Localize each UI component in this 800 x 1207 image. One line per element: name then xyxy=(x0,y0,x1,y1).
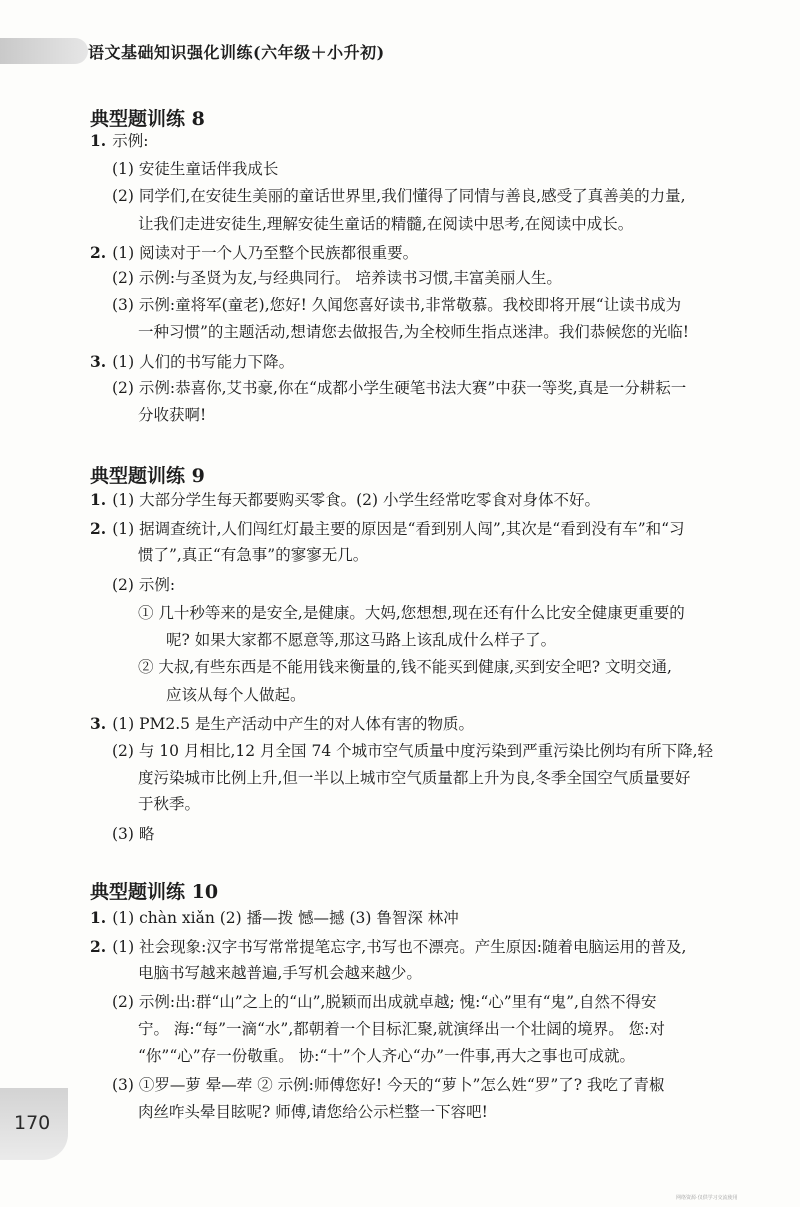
answer-line: (2) 与 10 月相比,12 月全国 74 个城市空气质量中度污染到严重污染比例均有所下降,轻 xyxy=(112,742,714,760)
header-band xyxy=(0,38,88,64)
section-title: 典型题训练 8 xyxy=(90,108,205,130)
question-number: 1. xyxy=(90,908,107,927)
answer-text: 示例: xyxy=(112,132,149,150)
answer-line: 分收获啊! xyxy=(138,406,207,424)
question-number: 3. xyxy=(90,714,107,733)
answer-text: (1) 社会现象:汉字书写常常提笔忘字,书写也不漂亮。产生原因:随着电脑运用的普及, xyxy=(112,938,687,956)
answer-line: ② 大叔,有些东西是不能用钱来衡量的,钱不能买到健康,买到安全吧? 文明交通, xyxy=(138,658,672,676)
answer-line: 让我们走进安徒生,理解安徒生童话的精髓,在阅读中思考,在阅读中成长。 xyxy=(138,215,634,233)
watermark-text: 网络资源·仅供学习交流使用 xyxy=(676,1195,738,1201)
answer-text: (1) 大部分学生每天都要购买零食。(2) 小学生经常吃零食对身体不好。 xyxy=(112,491,600,509)
answer-line xyxy=(90,910,459,927)
answer-line: 宁。 海:“每”一滴“水”,都朝着一个目标汇聚,就演绎出一个壮阔的境界。 您:对 xyxy=(138,1020,665,1038)
answer-line: (2) 示例: xyxy=(112,576,176,594)
answer-text: (1) 人们的书写能力下降。 xyxy=(112,353,295,371)
answer-line: 呢? 如果大家都不愿意等,那这马路上该乱成什么样子了。 xyxy=(166,631,557,649)
answer-line xyxy=(90,492,600,509)
answer-line: (3) ①罗—萝 晕—荦 ② 示例:师傅您好! 今天的“萝卜”怎么姓“罗”了? 我吃了青椒 xyxy=(112,1076,665,1094)
answer-text: (1) 据调查统计,人们闯红灯最主要的原因是“看到别人闯”,其次是“看到没有车”和“习 xyxy=(112,520,685,538)
answer-line xyxy=(90,521,685,538)
answer-line: (2) 示例:与圣贤为友,与经典同行。 培养读书习惯,丰富美丽人生。 xyxy=(112,269,562,287)
question-number: 2. xyxy=(90,519,107,538)
question-number: 1. xyxy=(90,131,107,150)
answer-line xyxy=(90,716,474,733)
answer-line: (1) 安徒生童话伴我成长 xyxy=(112,160,279,178)
answer-line: (3) 示例:童将军(童老),您好! 久闻您喜好读书,非常敬慕。我校即将开展“让读书成为 xyxy=(112,296,682,314)
answer-line: 应该从每个人做起。 xyxy=(166,686,306,704)
answer-line: (2) 同学们,在安徒生美丽的童话世界里,我们懂得了同情与善良,感受了真善美的力量, xyxy=(112,187,686,205)
answer-line: 肉丝咋头晕目眩呢? 师傅,请您给公示栏整一下容吧! xyxy=(138,1103,488,1121)
answer-text: (1) chàn xiǎn (2) 播—拨 憾—撼 (3) 鲁智深 林冲 xyxy=(112,909,459,927)
book-title: 语文基础知识强化训练(六年级＋小升初) xyxy=(88,43,385,62)
answer-line xyxy=(90,245,418,262)
section-title: 典型题训练 9 xyxy=(90,465,205,487)
answer-line: (2) 示例:出:群“山”之上的“山”,脱颖而出成就卓越; 愧:“心”里有“鬼”,自然不得安 xyxy=(112,993,657,1011)
answer-line: 于秋季。 xyxy=(138,795,201,813)
question-number: 2. xyxy=(90,243,107,262)
answer-text: (1) PM2.5 是生产活动中产生的对人体有害的物质。 xyxy=(112,715,474,733)
answer-line: ① 几十秒等来的是安全,是健康。大妈,您想想,现在还有什么比安全健康更重要的 xyxy=(138,604,685,622)
question-number: 2. xyxy=(90,937,107,956)
answer-line: (3) 略 xyxy=(112,825,155,843)
question-number: 3. xyxy=(90,352,107,371)
answer-line: “你”“心”存一份敬重。 协:“十”个人齐心“办”一件事,再大之事也可成就。 xyxy=(138,1047,635,1065)
answer-line xyxy=(90,133,148,150)
answer-line xyxy=(90,354,294,371)
section-title: 典型题训练 10 xyxy=(90,881,219,903)
page-number: 170 xyxy=(14,1112,51,1134)
answer-line: 电脑书写越来越普遍,手写机会越来越少。 xyxy=(138,964,422,982)
answer-line xyxy=(90,939,686,956)
answer-line: 一种习惯”的主题活动,想请您去做报告,为全校师生指点迷津。我们恭候您的光临! xyxy=(138,323,690,341)
question-number: 1. xyxy=(90,490,107,509)
answer-line: (2) 示例:恭喜你,艾书豪,你在“成都小学生硬笔书法大赛”中获一等奖,真是一分耕耘一 xyxy=(112,379,687,397)
answer-line: 惯了”,真正“有急事”的寥寥无几。 xyxy=(138,546,369,564)
answer-line: 度污染城市比例上升,但一半以上城市空气质量都上升为良,冬季全国空气质量要好 xyxy=(138,769,691,787)
answer-text: (1) 阅读对于一个人乃至整个民族都很重要。 xyxy=(112,244,419,262)
